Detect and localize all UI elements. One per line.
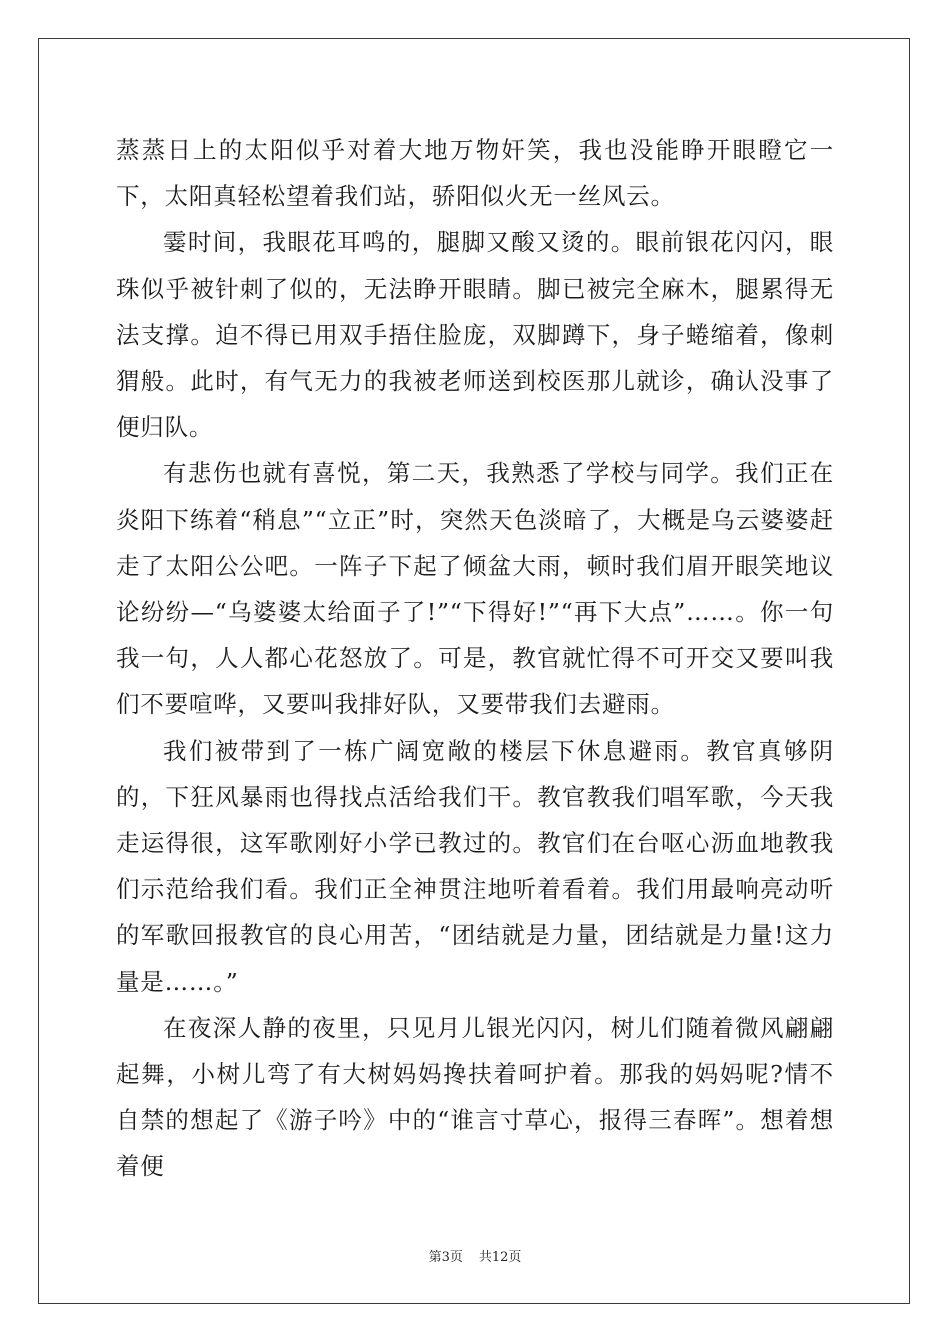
page-footer <box>0 1246 950 1265</box>
page-number: 第3页 <box>428 1250 463 1265</box>
page-total: 共12页 <box>478 1250 522 1265</box>
paragraph: 霎时间，我眼花耳鸣的，腿脚又酸又烫的。眼前银花闪闪，眼珠似乎被针刺了似的，无法睁开眼睛。脚已被完全麻木，腿累得无法支撑。迫不得已用双手捂住脸庞，双脚蹲下，身子蜷缩着，像刺猬般。此时，有气无力的我被老师送到校医那儿就诊，确认没事了便归队。 <box>116 228 834 442</box>
paragraph: 我们被带到了一栋广阔宽敞的楼层下休息避雨。教官真够阴的，下狂风暴雨也得找点活给我们干。教官教我们唱军歌，今天我走运得很，这军歌刚好小学已教过的。教官们在台呕心沥血地教我们示范给我们看。我们正全神贯注地听着看着。我们用最响亮动听的军歌回报教官的良心用苦，“团结就是力量，团结就是力量!这力量是……。” <box>116 736 834 996</box>
paragraph: 在夜深人静的夜里，只见月儿银光闪闪，树儿们随着微风翩翩起舞，小树儿弯了有大树妈妈搀扶着呵护着。那我的妈妈呢?情不自禁的想起了《游子吟》中的“谁言寸草心，报得三春晖”。想着想着便 <box>116 1013 834 1181</box>
paragraph: 蒸蒸日上的太阳似乎对着大地万物奸笑，我也没能睁开眼瞪它一下，太阳真轻松望着我们站，骄阳似火无一丝风云。 <box>116 136 834 211</box>
paragraph: 有悲伤也就有喜悦，第二天，我熟悉了学校与同学。我们正在炎阳下练着“稍息”“立正”时，突然天色淡暗了，大概是乌云婆婆赶走了太阳公公吧。一阵子下起了倾盆大雨，顿时我们眉开眼笑地议论纷纷—“乌婆婆太给面子了!”“下得好!”“再下大点”……。你一句我一句，人人都心花怒放了。可是，教官就忙得不可开交又要叫我们不要喧哗，又要叫我排好队，又要带我们去避雨。 <box>116 459 834 719</box>
document-body <box>116 127 834 1190</box>
